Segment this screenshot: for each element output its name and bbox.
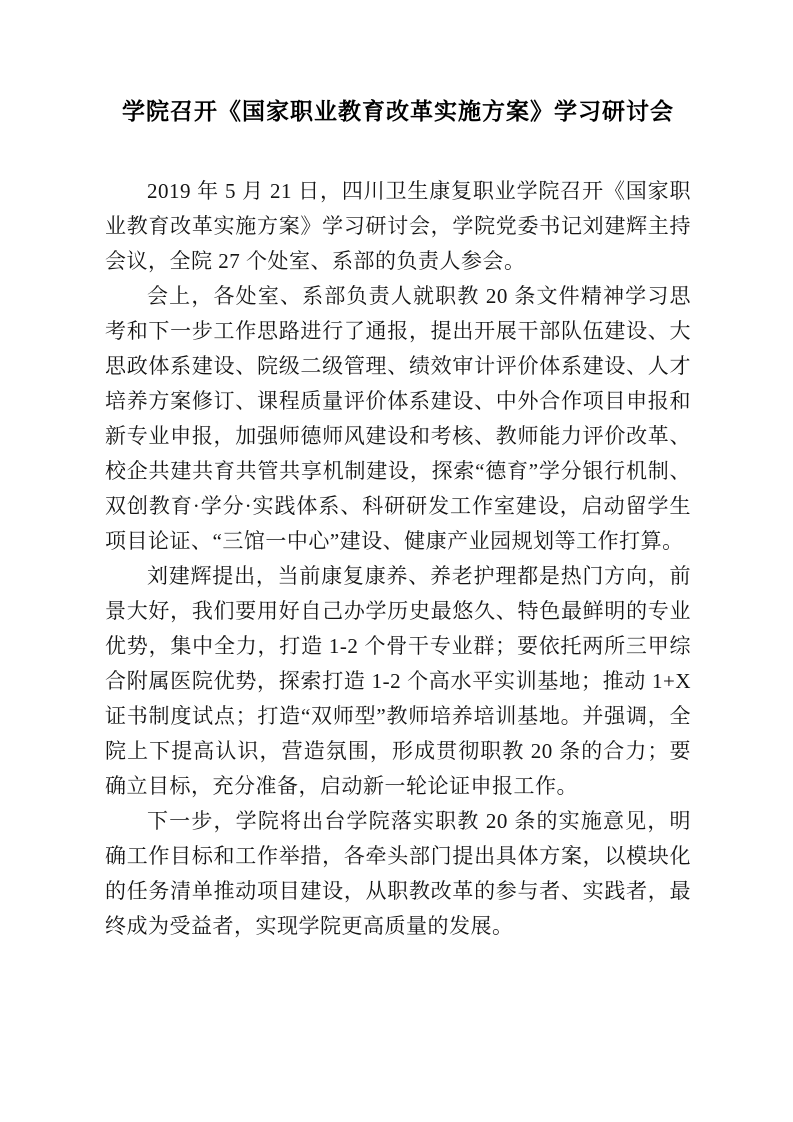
paragraph-2: 会上，各处室、系部负责人就职教 20 条文件精神学习思考和下一步工作思路进行了通报，提出开展干部队伍建设、大思政体系建设、院级二级管理、绩效审计评价体系建设、人才培养方案修订、课程质量评价体系建设、中外合作项目申报和新专业申报，加强师德师风建设和考核、教师能力评价改革、校企共建共育共管共享机制建设，探索“德育”学分银行机制、双创教育·学分·实践体系、科研研发工作室建设，启动留学生项目论证、“三馆一中心”建设、健康产业园规划等工作打算。 <box>105 284 691 553</box>
paragraph-4: 下一步，学院将出台学院落实职教 20 条的实施意见，明确工作目标和工作举措，各牵头部门提出具体方案，以模块化的任务清单推动项目建设，从职教改革的参与者、实践者，最终成为受益者，实现学院更高质量的发展。 <box>105 809 691 938</box>
document-title: 学院召开《国家职业教育改革实施方案》学习研讨会 <box>122 98 674 124</box>
paragraph-1: 2019 年 5 月 21 日，四川卫生康复职业学院召开《国家职业教育改革实施方案》学习研讨会，学院党委书记刘建辉主持会议，全院 27 个处室、系部的负责人参会。 <box>105 179 691 273</box>
paragraph-3: 刘建辉提出，当前康复康养、养老护理都是热门方向，前景大好，我们要用好自己办学历史最悠久、特色最鲜明的专业优势，集中全力，打造 1-2 个骨干专业群；要依托两所三甲综合附属医院优势，探索打造 1-2 个高水平实训基地；推动 1+X 证书制度试点；打造“双师型”教师培养培训基地。并强调，全院上下提高认识，营造氛围，形成贯彻职教 20 条的合力；要确立目标，充分准备，启动新一轮论证申报工作。 <box>105 564 691 798</box>
document-body <box>105 174 691 944</box>
